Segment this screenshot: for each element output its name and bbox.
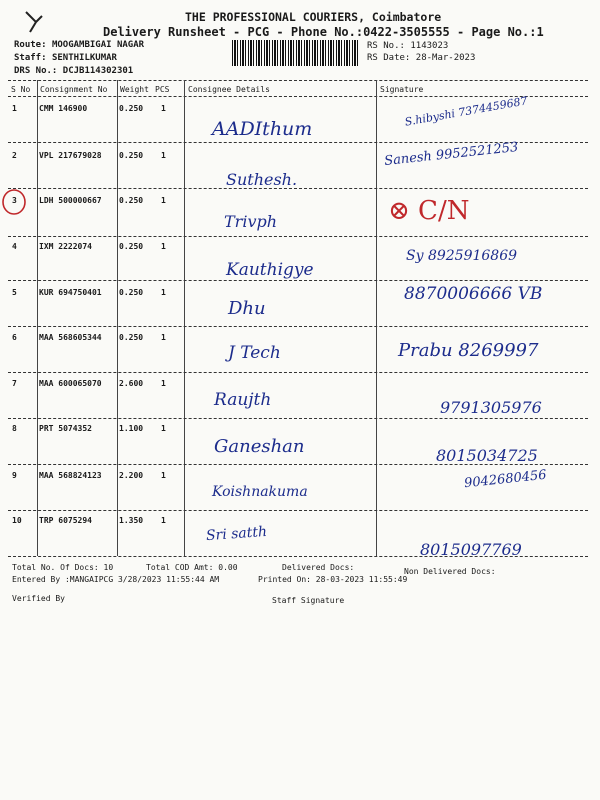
row-rule <box>8 418 588 419</box>
col-divider <box>376 80 377 556</box>
consignee-handwriting: Trivph <box>224 212 278 231</box>
entered-by: Entered By :MANGAIPCG 3/28/2023 11:55:44 AM <box>12 575 220 584</box>
total-docs: Total No. Of Docs: 10 <box>12 563 114 572</box>
col-divider <box>37 80 38 556</box>
rs-date-value: 28-Mar-2023 <box>415 53 476 63</box>
drs-label: DRS No.: <box>14 66 58 76</box>
signature-handwriting: 8870006666 VB <box>404 284 543 304</box>
consignee-handwriting: J Tech <box>228 343 281 363</box>
col-header-sno: S No <box>11 85 31 94</box>
staff-line <box>14 53 117 63</box>
cell-weight: 2.200 <box>119 471 144 480</box>
cell-consignment: VPL 217679028 <box>39 151 102 160</box>
signature-handwriting: 9791305976 <box>440 398 542 417</box>
cell-consignment: MAA 568824123 <box>39 471 102 480</box>
col-divider <box>117 80 118 556</box>
row-rule <box>8 280 588 281</box>
total-cod: Total COD Amt: 0.00 <box>146 563 238 572</box>
cell-sno: 6 <box>12 333 17 342</box>
cell-consignment: MAA 568605344 <box>39 333 102 342</box>
cell-consignment: KUR 694750401 <box>39 288 102 297</box>
col-header-signature: Signature <box>380 85 424 94</box>
staff-label: Staff: <box>14 53 47 63</box>
signature-handwriting: Sanesh 9952521253 <box>383 140 520 169</box>
consignee-handwriting: Dhu <box>228 298 266 319</box>
cell-weight: 0.250 <box>119 104 144 113</box>
route-value: MOOGAMBIGAI NAGAR <box>51 40 145 50</box>
col-header-pcs: PCS <box>155 85 170 94</box>
cell-sno: 5 <box>12 288 17 297</box>
staff-value: SENTHILKUMAR <box>51 53 117 63</box>
rs-date-label: RS Date: <box>367 53 411 63</box>
printed-on: Printed On: 28-03-2023 11:55:49 <box>258 575 408 584</box>
cell-pcs: 1 <box>161 333 166 342</box>
col-header-consignment: Consignment No <box>40 85 108 94</box>
cell-consignment: IXM 2222074 <box>39 242 92 251</box>
signature-handwriting: S.hibyshi 7374459687 <box>403 94 529 129</box>
consignee-handwriting: AADIthum <box>212 118 313 140</box>
consignee-handwriting: Sri satth <box>205 523 268 545</box>
cell-pcs: 1 <box>161 242 166 251</box>
cn-mark-handwriting: ⊗ C/N <box>388 196 470 226</box>
cell-consignment: CMM 146900 <box>39 104 88 113</box>
cell-sno: 1 <box>12 104 17 113</box>
delivered-docs: Delivered Docs: <box>282 563 355 572</box>
rs-no-value: 1143023 <box>410 41 449 51</box>
consignee-handwriting: Kauthigye <box>226 260 314 280</box>
signature-handwriting: 9042680456 <box>463 467 548 492</box>
rs-no-line <box>367 41 448 51</box>
row-rule <box>8 188 588 189</box>
row-rule <box>8 236 588 237</box>
cell-weight: 1.100 <box>119 424 144 433</box>
signature-handwriting: 8015097769 <box>420 540 522 559</box>
rs-date-line <box>367 53 475 63</box>
barcode <box>232 40 360 66</box>
cell-pcs: 1 <box>161 424 166 433</box>
row-rule <box>8 464 588 465</box>
cell-sno: 4 <box>12 242 17 251</box>
cell-weight: 1.350 <box>119 516 144 525</box>
drs-line <box>14 66 133 76</box>
cell-weight: 0.250 <box>119 333 144 342</box>
col-header-weight: Weight <box>120 85 149 94</box>
table-top-rule <box>8 80 588 81</box>
col-header-consignee: Consignee Details <box>188 85 270 94</box>
cell-consignment: MAA 600065070 <box>39 379 102 388</box>
non-delivered-docs: Non Delivered Docs: <box>404 567 496 576</box>
cell-pcs: 1 <box>161 516 166 525</box>
cell-sno: 2 <box>12 151 17 160</box>
staff-signature-label: Staff Signature <box>272 596 345 605</box>
signature-handwriting: Prabu 8269997 <box>398 340 539 361</box>
cell-weight: 2.600 <box>119 379 144 388</box>
route-line <box>14 40 144 50</box>
verified-by: Verified By <box>12 594 65 603</box>
cell-weight: 0.250 <box>119 288 144 297</box>
cell-sno: 8 <box>12 424 17 433</box>
signature-handwriting: 8015034725 <box>436 446 538 465</box>
cell-consignment: TRP 6075294 <box>39 516 92 525</box>
cell-sno: 10 <box>12 516 22 525</box>
cell-weight: 0.250 <box>119 151 144 160</box>
cell-consignment: LDH 500000667 <box>39 196 102 205</box>
cell-sno: 3 <box>12 196 17 205</box>
cell-pcs: 1 <box>161 288 166 297</box>
table-header-rule <box>8 96 588 97</box>
col-divider <box>184 80 185 556</box>
company-title: THE PROFESSIONAL COURIERS, Coimbatore <box>185 10 442 24</box>
table-bottom-rule <box>8 556 588 557</box>
cell-pcs: 1 <box>161 151 166 160</box>
row-rule <box>8 510 588 511</box>
staple-mark-icon <box>22 8 48 38</box>
row-rule <box>8 326 588 327</box>
drs-value: DCJB114302301 <box>62 66 134 76</box>
consignee-handwriting: Ganeshan <box>214 436 305 457</box>
cell-pcs: 1 <box>161 471 166 480</box>
cell-pcs: 1 <box>161 104 166 113</box>
rs-no-label: RS No.: <box>367 41 405 51</box>
consignee-handwriting: Suthesh. <box>226 170 298 189</box>
consignee-handwriting: Koishnakuma <box>212 484 308 500</box>
cell-consignment: PRT 5074352 <box>39 424 92 433</box>
cell-weight: 0.250 <box>119 242 144 251</box>
cell-pcs: 1 <box>161 196 166 205</box>
signature-handwriting: Sy 8925916869 <box>406 248 518 264</box>
route-label: Route: <box>14 40 47 50</box>
cell-sno: 7 <box>12 379 17 388</box>
row-rule <box>8 372 588 373</box>
cell-weight: 0.250 <box>119 196 144 205</box>
consignee-handwriting: Raujth <box>214 390 272 410</box>
runsheet-title: Delivery Runsheet - PCG - Phone No.:0422-3505555 - Page No.:1 <box>103 25 544 39</box>
cell-pcs: 1 <box>161 379 166 388</box>
cell-sno: 9 <box>12 471 17 480</box>
